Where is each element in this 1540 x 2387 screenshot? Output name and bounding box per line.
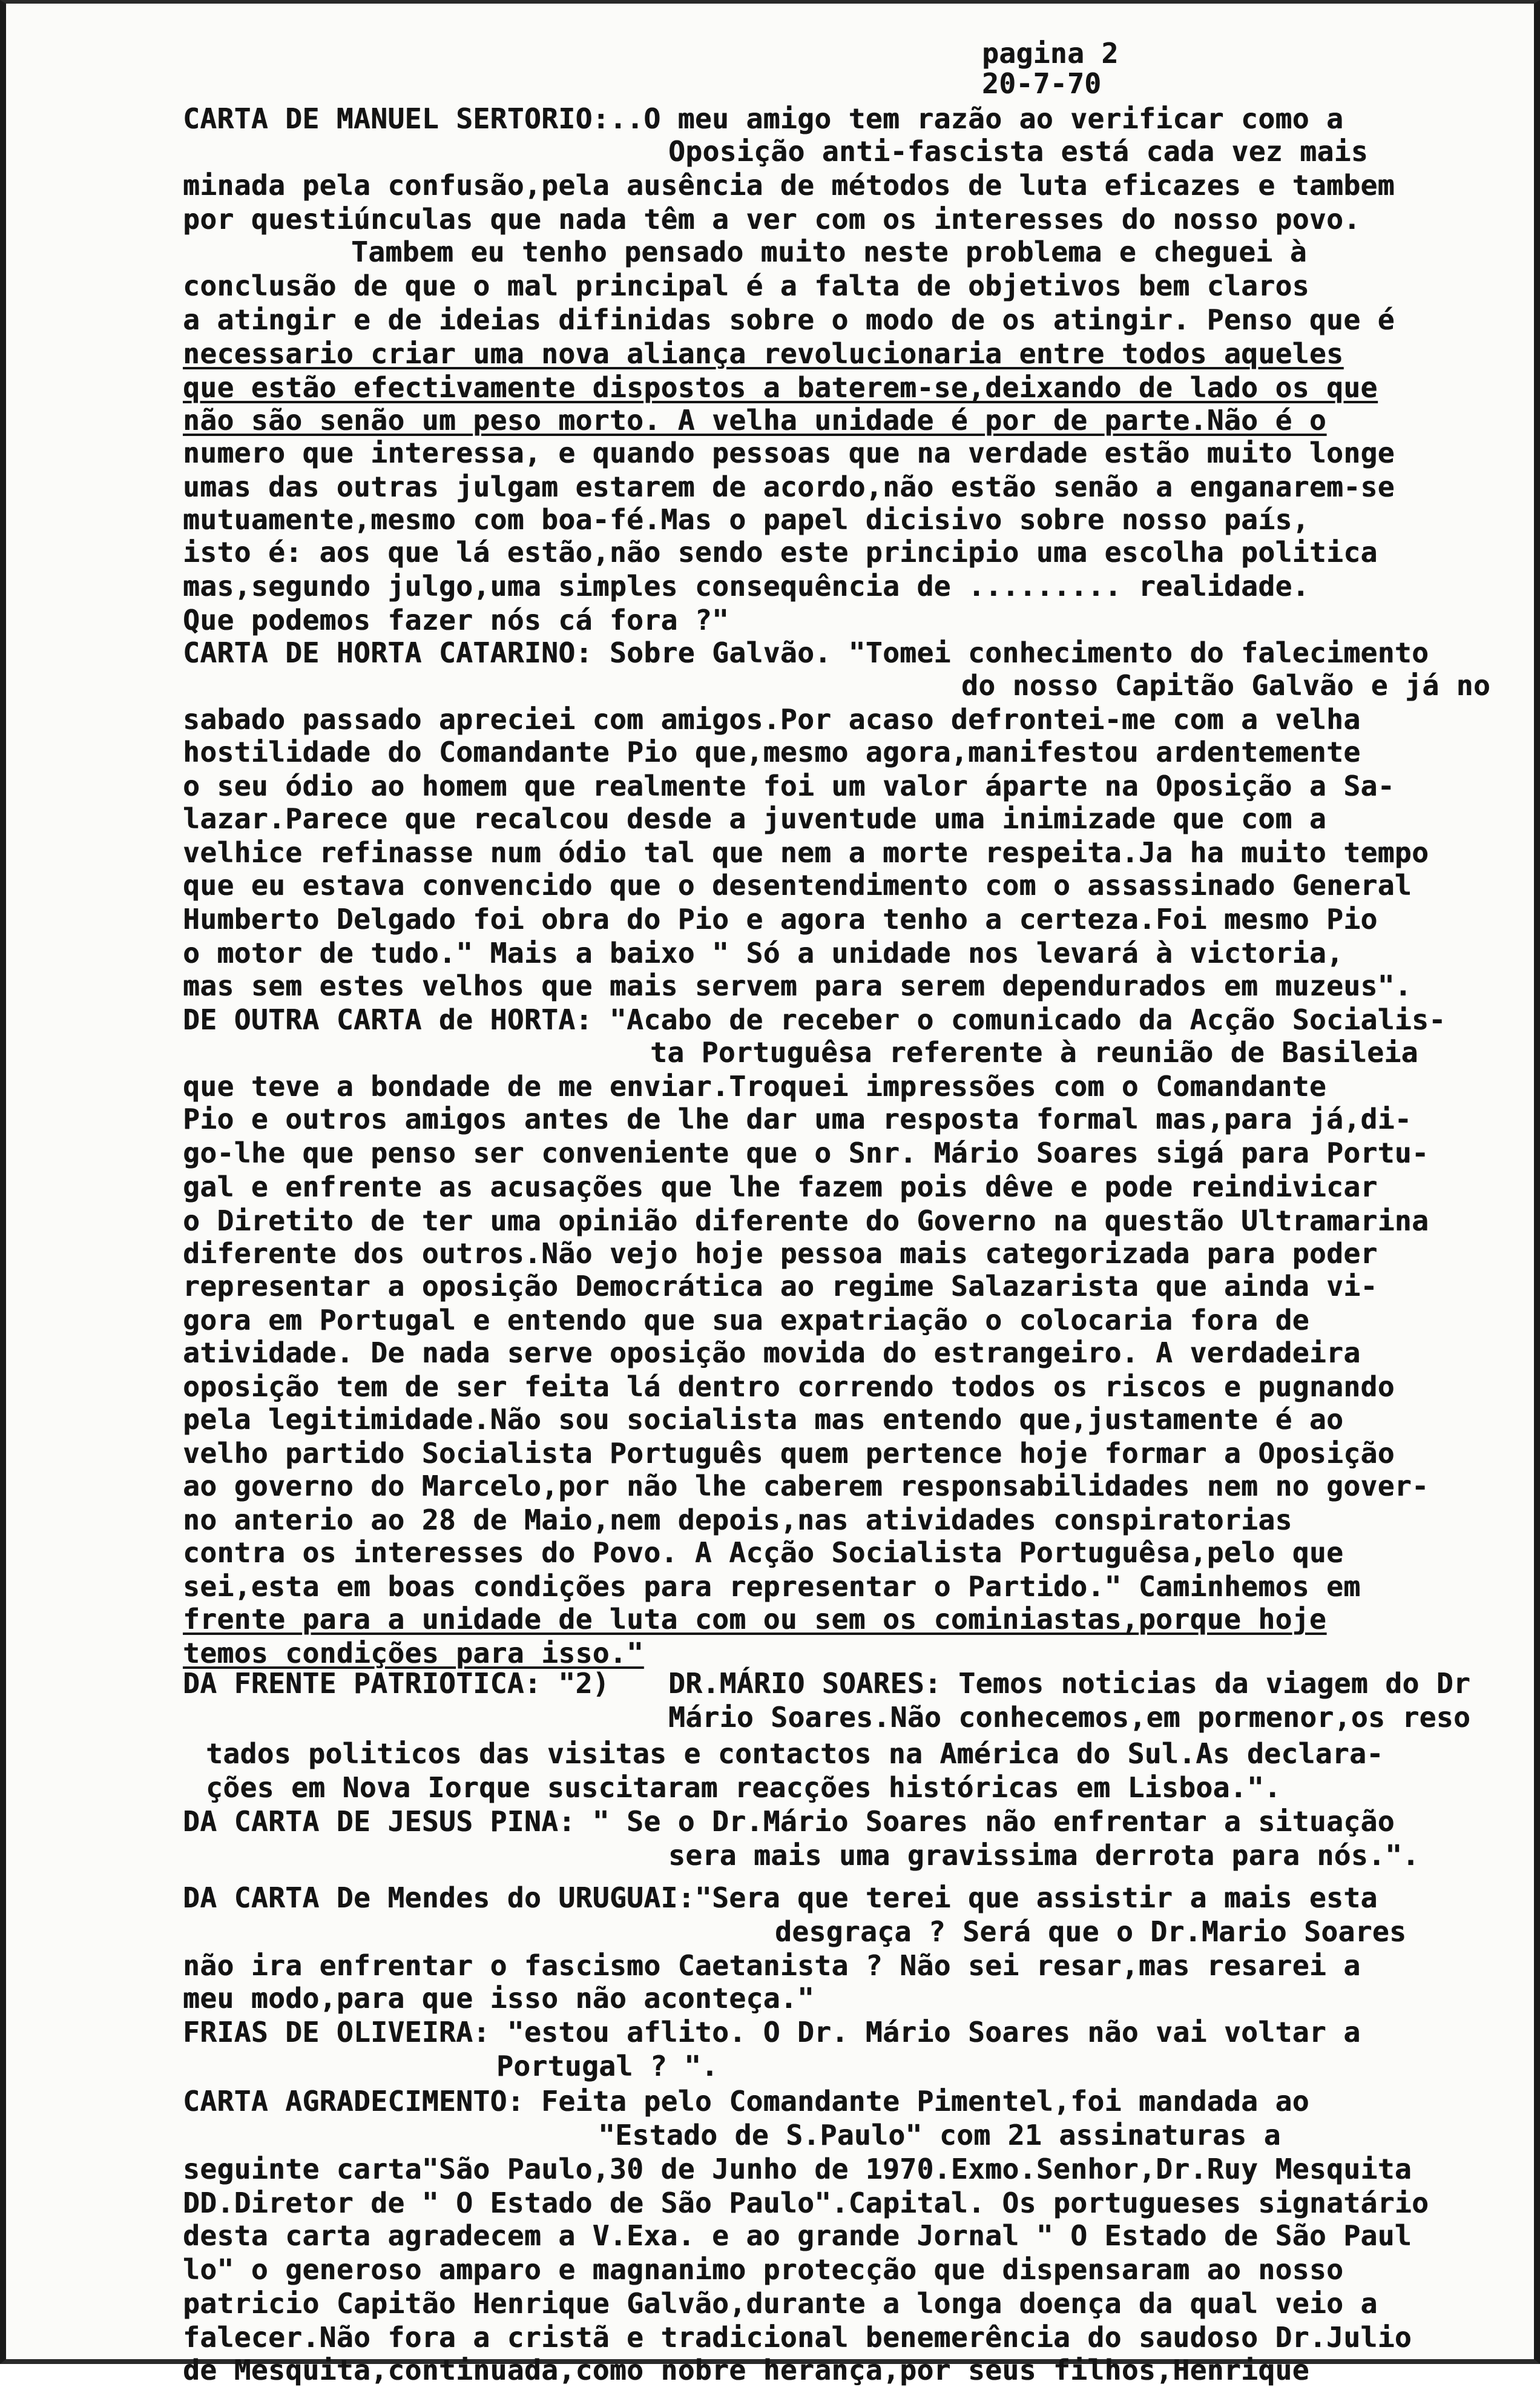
text-line: seguinte carta"São Paulo,30 de Junho de 1970.Exmo.Senhor,Dr.Ruy Mesquita [183, 2153, 1412, 2185]
text-line: lazar.Parece que recalcou desde a juventude uma inimizade que com a [183, 802, 1327, 835]
text-line: CARTA AGRADECIMENTO: Feita pelo Comandante Pimentel,foi mandada ao [183, 2085, 1309, 2118]
text-line: ções em Nova Iorque suscitaram reacções históricas em Lisboa.". [206, 1771, 1282, 1804]
text-line: do nosso Capitão Galvão e já no [961, 669, 1491, 702]
text-line: FRIAS DE OLIVEIRA: "estou aflito. O Dr. Mário Soares não vai voltar a [183, 2016, 1361, 2049]
text-line: Tambem eu tenho pensado muito neste problema e cheguei à [351, 236, 1307, 268]
page-label: pagina 2 [982, 37, 1119, 70]
text-line: velho partido Socialista Português quem pertence hoje formar a Oposição [183, 1437, 1395, 1470]
text-line: sera mais uma gravissima derrota para nós.". [668, 1839, 1420, 1872]
text-line: numero que interessa, e quando pessoas que na verdade estão muito longe [183, 437, 1395, 469]
text-line: desta carta agradecem a V.Exa. e ao grande Jornal " O Estado de São Paul [183, 2219, 1412, 2252]
text-line: desgraça ? Será que o Dr.Mario Soares [775, 1915, 1407, 1948]
text-line: minada pela confusão,pela ausência de métodos de luta eficazes e tambem [183, 169, 1395, 202]
text-line: no anterio ao 28 de Maio,nem depois,nas atividades conspiratorias [183, 1504, 1292, 1536]
text-line: CARTA DE HORTA CATARINO: Sobre Galvão. "Tomei conhecimento do falecimento [183, 636, 1429, 669]
text-line: que eu estava convencido que o desentendimento com o assassinado General [183, 869, 1412, 902]
text-line: por questiúnculas que nada têm a ver com os interesses do nosso povo. [183, 203, 1361, 236]
text-line: isto é: aos que lá estão,não sendo este principio uma escolha politica [183, 536, 1378, 569]
text-line: lo" o generoso amparo e magnanimo protecção que dispensaram ao nosso [183, 2253, 1344, 2286]
text-line: Mário Soares.Não conhecemos,em pormenor,os reso [668, 1701, 1471, 1734]
text-line: contra os interesses do Povo. A Acção Socialista Portuguêsa,pelo que [183, 1536, 1344, 1569]
text-line: meu modo,para que isso não aconteça." [183, 1982, 815, 2015]
text-line: a atingir e de ideias difinidas sobre o modo de os atingir. Penso que é [183, 303, 1395, 336]
text-line: CARTA DE MANUEL SERTORIO:..O meu amigo tem razão ao verificar como a [183, 102, 1344, 135]
text-line: Pio e outros amigos antes de lhe dar uma resposta formal mas,para já,di- [183, 1103, 1412, 1135]
text-line: velhice refinasse num ódio tal que nem a morte respeita.Ja ha muito tempo [183, 836, 1429, 869]
text-line: frente para a unidade de luta com ou sem os cominiastas,porque hoje [183, 1603, 1327, 1636]
text-line: umas das outras julgam estarem de acordo,não estão senão a enganarem-se [183, 470, 1395, 503]
text-line: hostilidade do Comandante Pio que,mesmo agora,manifestou ardentemente [183, 736, 1361, 768]
text-line: mas,segundo julgo,uma simples consequência de ......... realidade. [183, 570, 1309, 603]
text-line: falecer.Não fora a cristã e tradicional benemerência do saudoso Dr.Julio [183, 2321, 1412, 2354]
text-line: sei,esta em boas condições para representar o Partido." Caminhemos em [183, 1570, 1361, 1603]
text-line: pela legitimidade.Não sou socialista mas entendo que,justamente é ao [183, 1403, 1344, 1436]
text-line: o seu ódio ao homem que realmente foi um valor áparte na Oposição a Sa- [183, 770, 1395, 802]
text-line: que teve a bondade de me enviar.Troquei impressões com o Comandante [183, 1070, 1327, 1103]
page-date: 20-7-70 [982, 67, 1102, 100]
text-line: tados politicos das visitas e contactos na América do Sul.As declara- [206, 1737, 1384, 1770]
text-line: Humberto Delgado foi obra do Pio e agora tenho a certeza.Foi mesmo Pio [183, 903, 1378, 936]
text-line: diferente dos outros.Não vejo hoje pessoa mais categorizada para poder [183, 1237, 1378, 1270]
text-line: necessario criar uma nova aliança revolucionaria entre todos aqueles [183, 337, 1344, 370]
text-line: ta Portuguêsa referente à reunião de Basileia [650, 1036, 1418, 1069]
text-line: DR.MÁRIO SOARES: Temos noticias da viagem do Dr [668, 1667, 1471, 1700]
text-line: conclusão de que o mal principal é a falta de objetivos bem claros [183, 269, 1309, 302]
text-line: Que podemos fazer nós cá fora ?" [183, 604, 729, 636]
text-line: DA CARTA De Mendes do URUGUAI:"Sera que terei que assistir a mais esta [183, 1881, 1378, 1914]
text-line: que estão efectivamente dispostos a baterem-se,deixando de lado os que [183, 371, 1378, 404]
text-line: patricio Capitão Henrique Galvão,durante a longa doença da qual veio a [183, 2287, 1378, 2320]
text-line: DD.Diretor de " O Estado de São Paulo".Capital. Os portugueses signatário [183, 2187, 1429, 2219]
text-line: temos condições para isso." [183, 1637, 644, 1669]
text-line: não ira enfrentar o fascismo Caetanista ? Não sei resar,mas resarei a [183, 1949, 1361, 1982]
text-line: atividade. De nada serve oposição movida do estrangeiro. A verdadeira [183, 1336, 1361, 1369]
text-line: representar a oposição Democrática ao regime Salazarista que ainda vi- [183, 1270, 1378, 1302]
text-line: ao governo do Marcelo,por não lhe caberem responsabilidades nem no gover- [183, 1470, 1429, 1502]
text-line: Portugal ? ". [496, 2050, 719, 2082]
text-line: Oposição anti-fascista está cada vez mais [668, 135, 1368, 168]
text-line: o Diretito de ter uma opinião diferente do Governo na questão Ultramarina [183, 1204, 1429, 1237]
text-line: gora em Portugal e entendo que sua expatriação o colocaria fora de [183, 1304, 1309, 1336]
text-line: sabado passado apreciei com amigos.Por acaso defrontei-me com a velha [183, 703, 1361, 736]
text-line: não são senão um peso morto. A velha unidade é por de parte.Não é o [183, 404, 1327, 437]
text-line: gal e enfrente as acusações que lhe fazem pois dêve e pode reindivicar [183, 1170, 1378, 1203]
text-line: oposição tem de ser feita lá dentro correndo todos os riscos e pugnando [183, 1370, 1395, 1403]
text-line: "Estado de S.Paulo" com 21 assinaturas a [598, 2119, 1281, 2151]
text-line: o motor de tudo." Mais a baixo " Só a unidade nos levará à victoria, [183, 937, 1344, 969]
text-line: DE OUTRA CARTA de HORTA: "Acabo de receber o comunicado da Acção Socialis- [183, 1003, 1446, 1036]
text-line: DA FRENTE PATRIOTICA: "2) [183, 1667, 610, 1700]
text-line: mutuamente,mesmo com boa-fé.Mas o papel dicisivo sobre nosso país, [183, 503, 1309, 536]
text-line: de Mesquita,continuada,como nobre herança,por seus filhos,Henrique [183, 2354, 1309, 2386]
text-line: go-lhe que penso ser conveniente que o Snr. Mário Soares sigá para Portu- [183, 1137, 1429, 1169]
text-line: DA CARTA DE JESUS PINA: " Se o Dr.Mário Soares não enfrentar a situação [183, 1805, 1395, 1838]
text-line: mas sem estes velhos que mais servem para serem dependurados em muzeus". [183, 969, 1412, 1002]
